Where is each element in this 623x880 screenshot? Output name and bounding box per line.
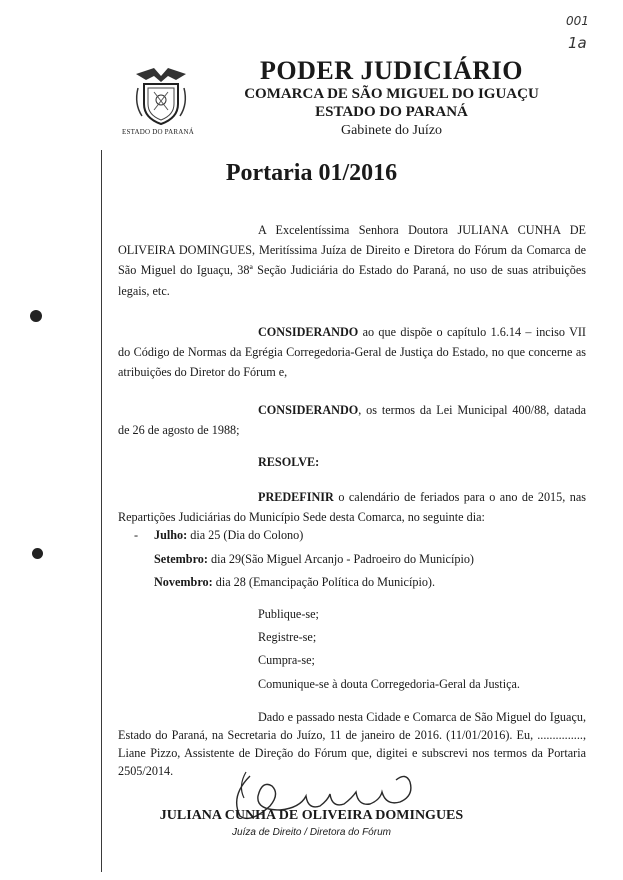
intro-paragraph <box>118 220 586 301</box>
considerando-paragraph-2 <box>118 400 586 440</box>
punch-hole-mark <box>32 548 43 559</box>
list-bullet: - <box>134 528 139 542</box>
holiday-item-november: Novembro: dia 28 (Emancipação Política do Município). <box>154 575 436 589</box>
predefinir-paragraph <box>118 487 586 527</box>
crest-label: ESTADO DO PARANÁ <box>122 128 195 136</box>
predefinir-text: o calendário de feriados para o ano de 2015, nas Repartições Judiciárias do Município Sede desta Comarca, no seguinte dia: <box>118 490 586 525</box>
predefinir-label: PREDEFINIR <box>258 490 334 504</box>
resolve-heading: RESOLVE: <box>258 455 320 469</box>
considerando-text-2: , os termos da Lei Municipal 400/88, datada de 26 de agosto de 1988; <box>118 403 586 438</box>
margin-rule <box>101 150 102 872</box>
considerando-paragraph-1 <box>118 322 586 383</box>
header-state: ESTADO DO PARANÁ <box>315 104 468 120</box>
considerando-label-1: CONSIDERANDO <box>258 325 359 339</box>
closing-publique: Publique-se; <box>258 607 319 621</box>
closing-comunique: Comunique-se à douta Corregedoria-Geral da Justiça. <box>258 677 520 691</box>
punch-hole-mark <box>30 310 42 322</box>
header-title: PODER JUDICIÁRIO <box>260 56 523 85</box>
header-cabinet: Gabinete do Juízo <box>340 123 443 138</box>
intro-text: A Excelentíssima Senhora Doutora JULIANA CUNHA DE OLIVEIRA DOMINGUES, Meritíssima Juíza de Direito e Diretora do Fórum da Comarca de São Miguel do Iguaçu, 38ª Seção Judiciária do Estado do Paraná, no uso de suas atribuições legais, etc. <box>118 223 586 298</box>
considerando-text-1: ao que dispõe o capítulo 1.6.14 – inciso VII do Código de Normas da Egrégia Corregedoria-Geral de Justiça do Estado, no que concerne as atribuições do Diretor do Fórum e, <box>118 325 586 380</box>
signer-name: JULIANA CUNHA DE OLIVEIRA DOMINGUES <box>159 808 464 823</box>
page-number-top: 001 <box>566 14 589 28</box>
final-text: Dado e passado nesta Cidade e Comarca de São Miguel do Iguaçu, Estado do Paraná, na Secretaria do Juízo, 11 de janeiro de 2016. (11/01/2016). Eu, ..............., Liane Pizzo, Assistente de Direção do Fórum que, digitei e subscrevi nos termos da Portaria 2505/2014. <box>118 710 586 778</box>
document-title: Portaria 01/2016 <box>225 160 398 186</box>
page-number-bottom: 1a <box>568 34 587 52</box>
header-comarca: COMARCA DE SÃO MIGUEL DO IGUAÇU <box>244 86 539 102</box>
closing-registre: Registre-se; <box>258 630 317 644</box>
considerando-label-2: CONSIDERANDO <box>258 403 359 417</box>
holiday-item-september: Setembro: dia 29(São Miguel Arcanjo - Padroeiro do Município) <box>154 552 474 566</box>
signer-role: Juíza de Direito / Diretora do Fórum <box>232 827 391 838</box>
closing-cumpra: Cumpra-se; <box>258 653 315 667</box>
holiday-item-july: Julho: dia 25 (Dia do Colono) <box>154 528 304 542</box>
